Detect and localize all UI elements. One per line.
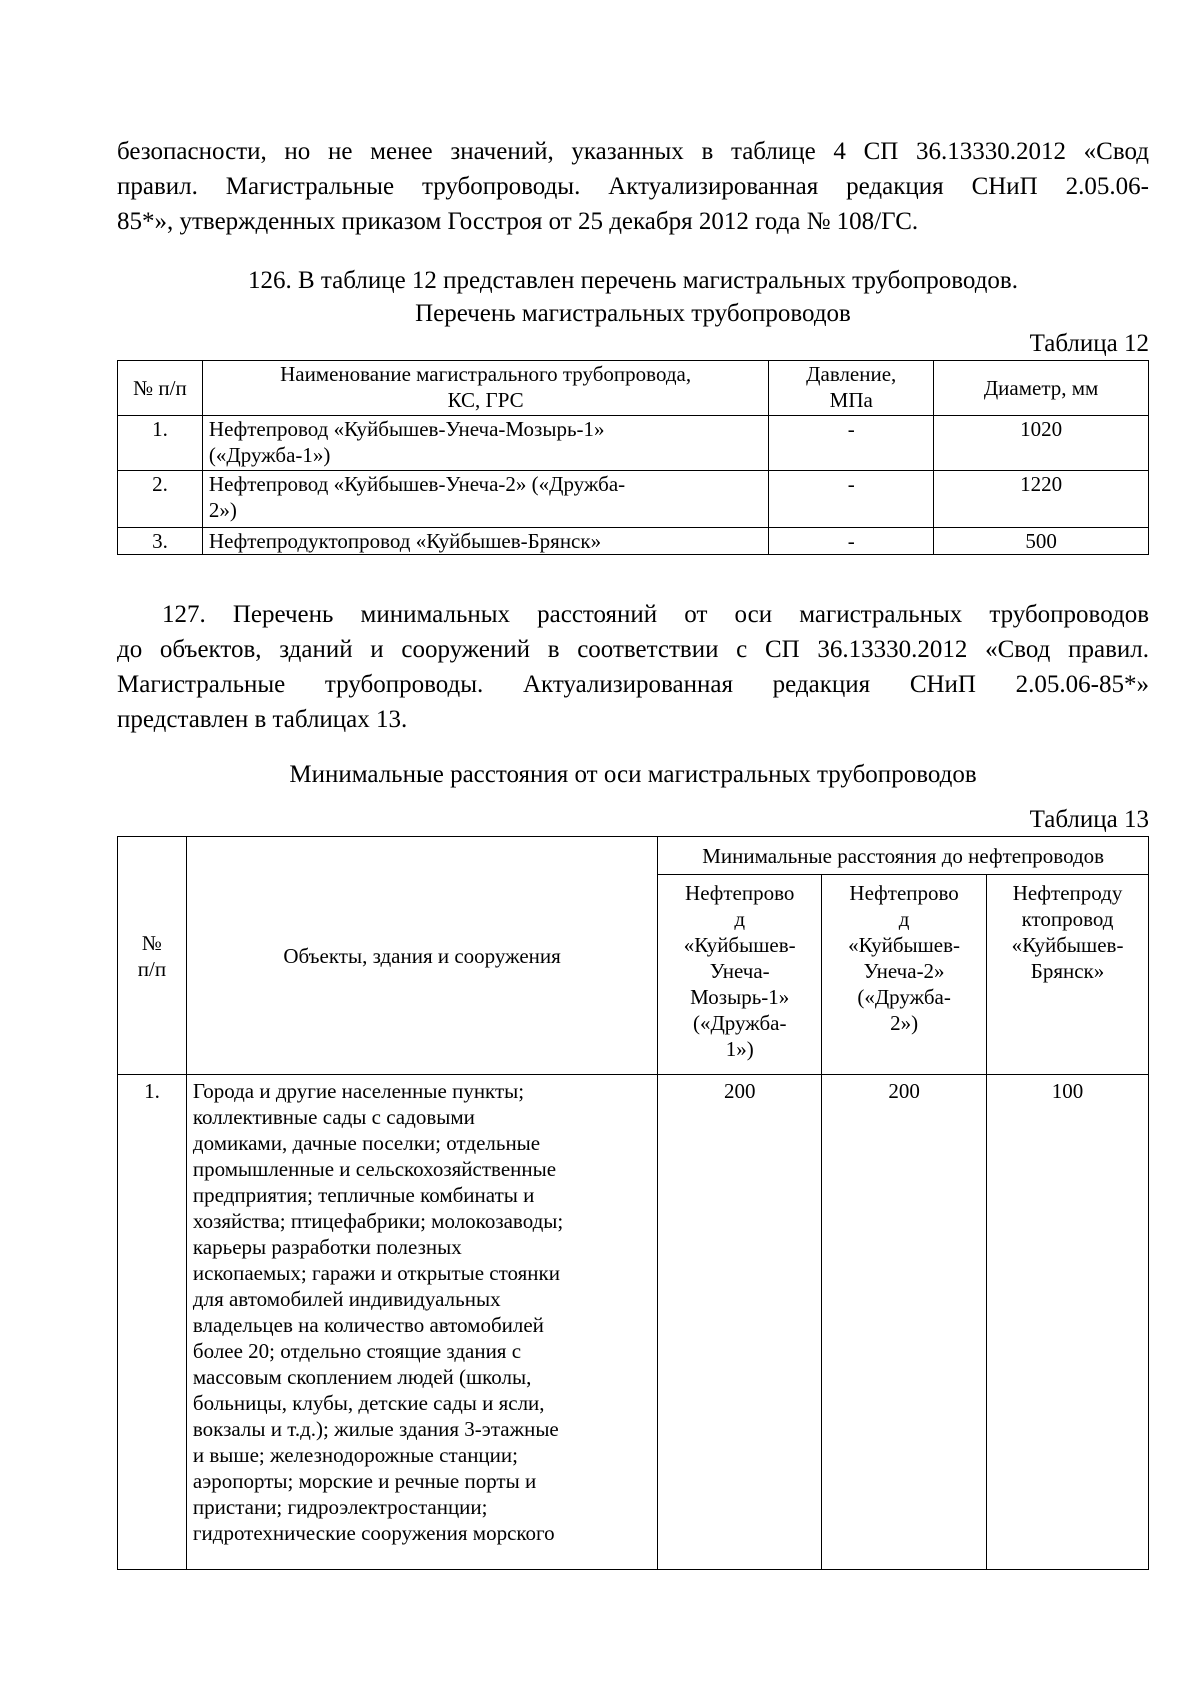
- table-12: [117, 360, 1149, 555]
- intro-line: безопасности, но не менее значений, указанных в таблице 4 СП 36.13330.2012 «Свод: [117, 138, 1149, 165]
- row-objects-line: карьеры разработки полезных: [192, 1235, 462, 1259]
- table-row: [118, 471, 1149, 528]
- row-objects-line: владельцев на количество автомобилей: [192, 1313, 544, 1337]
- p127-line: 127. Перечень минимальных расстояний от оси магистральных трубопроводов: [162, 601, 1149, 628]
- row-name-line: Нефтепровод «Куйбышев-Унеча-Мозырь-1»: [208, 417, 605, 441]
- intro-paragraph: [117, 134, 1149, 239]
- row-name-line: 2»): [208, 498, 237, 522]
- header-name-line: КС, ГРС: [447, 388, 524, 412]
- intro-line: 85*», утвержденных приказом Госстроя от 25 декабря 2012 года № 108/ГС.: [117, 208, 919, 235]
- header-col3-line: Нефтепроду: [1012, 881, 1123, 905]
- row-objects-line: хозяйства; птицефабрики; молокозаводы;: [192, 1209, 564, 1233]
- header-num-line: №: [141, 930, 162, 955]
- header-pressure-line: МПа: [829, 388, 873, 412]
- table-row: [118, 1075, 1149, 1570]
- row-objects-line: промышленные и сельскохозяйственные: [192, 1157, 557, 1181]
- table-row: [118, 416, 1149, 471]
- row-objects-line: более 20; отдельно стоящие здания с: [192, 1339, 522, 1363]
- header-col1-line: 1»): [725, 1037, 754, 1061]
- header-num-line: п/п: [137, 956, 167, 981]
- header-pressure: [769, 361, 934, 416]
- header-group: Минимальные расстояния до нефтепроводов: [658, 837, 1149, 875]
- row-pressure: -: [769, 416, 934, 471]
- paragraph-126: 126. В таблице 12 представлен перечень магистральных трубопроводов.: [248, 267, 1018, 294]
- row-pressure: -: [769, 528, 934, 555]
- header-col2-line: Унеча-2»: [863, 959, 945, 983]
- header-col3-line: Брянск»: [1030, 959, 1105, 983]
- header-col3-line: «Куйбышев-: [1011, 933, 1124, 957]
- header-pressure-line: Давление,: [806, 362, 897, 386]
- row-objects: [186, 1075, 657, 1570]
- row-objects-line: гидротехнические сооружения морского: [192, 1521, 555, 1545]
- row-diameter: 500: [934, 528, 1149, 555]
- table12-title: Перечень магистральных трубопроводов: [415, 300, 851, 327]
- row-objects-line: больницы, клубы, детские сады и ясли,: [192, 1391, 545, 1415]
- table12-label: Таблица 12: [1029, 330, 1149, 357]
- row-name-line: («Дружба-1»): [208, 443, 331, 467]
- p127-line: представлен в таблицах 13.: [117, 706, 408, 733]
- row-diameter: 1020: [934, 416, 1149, 471]
- row-num: 1.: [118, 416, 203, 471]
- row-value-3: 100: [987, 1075, 1149, 1570]
- row-num: 2.: [118, 471, 203, 528]
- header-col2-line: 2»): [890, 1011, 919, 1035]
- table13-label: Таблица 13: [1029, 806, 1149, 833]
- table13-title: Минимальные расстояния от оси магистральных трубопроводов: [289, 761, 977, 788]
- header-col2-line: Нефтепрово: [849, 881, 959, 905]
- row-name-line: Нефтепровод «Куйбышев-Унеча-2» («Дружба-: [208, 472, 626, 496]
- header-num: № п/п: [118, 361, 203, 416]
- row-objects-line: массовым скоплением людей (школы,: [192, 1365, 532, 1389]
- paragraph-127: [117, 597, 1149, 737]
- row-diameter: 1220: [934, 471, 1149, 528]
- header-col2-line: («Дружба-: [857, 985, 951, 1009]
- row-objects-line: для автомобилей индивидуальных: [192, 1287, 501, 1311]
- row-value-1: 200: [658, 1075, 822, 1570]
- row-objects-line: и выше; железнодорожные станции;: [192, 1443, 518, 1467]
- header-col1-line: д: [734, 907, 746, 931]
- row-value-2: 200: [822, 1075, 987, 1570]
- row-name: Нефтепродуктопровод «Куйбышев-Брянск»: [202, 528, 768, 555]
- header-col1: [658, 875, 822, 1075]
- row-objects-line: пристани; гидроэлектростанции;: [192, 1495, 488, 1519]
- row-objects-line: коллективные сады с садовыми: [192, 1105, 475, 1129]
- intro-line: правил. Магистральные трубопроводы. Актуализированная редакция СНиП 2.05.06-: [117, 173, 1149, 200]
- row-objects-line: аэропорты; морские и речные порты и: [192, 1469, 537, 1493]
- header-col1-line: Унеча-: [709, 959, 770, 983]
- row-objects-line: Города и другие населенные пункты;: [192, 1079, 525, 1103]
- p127-line: Магистральные трубопроводы. Актуализированная редакция СНиП 2.05.06-85*»: [117, 671, 1149, 698]
- header-num: [118, 837, 187, 1075]
- header-col3: [987, 875, 1149, 1075]
- header-col2-line: д: [898, 907, 910, 931]
- table-13: [117, 836, 1149, 1570]
- header-diameter: Диаметр, мм: [934, 361, 1149, 416]
- row-name: [202, 471, 768, 528]
- row-objects-line: вокзалы и т.д.); жилые здания 3-этажные: [192, 1417, 559, 1441]
- header-col1-line: («Дружба-: [692, 1011, 787, 1035]
- table-row: [118, 528, 1149, 555]
- row-objects-line: предприятия; тепличные комбинаты и: [192, 1183, 535, 1207]
- header-col3-line: ктопровод: [1021, 907, 1114, 931]
- row-objects-line: домиками, дачные поселки; отдельные: [192, 1131, 541, 1155]
- row-pressure: -: [769, 471, 934, 528]
- row-num: 1.: [118, 1075, 187, 1570]
- header-col1-line: Нефтепрово: [685, 881, 795, 905]
- header-col2: [822, 875, 987, 1075]
- table13-header-row: [118, 837, 1149, 875]
- header-col1-line: Мозырь-1»: [690, 985, 790, 1009]
- table12-header-row: [118, 361, 1149, 416]
- row-name: [202, 416, 768, 471]
- p127-line: до объектов, зданий и сооружений в соответствии с СП 36.13330.2012 «Свод правил.: [117, 636, 1149, 663]
- header-col1-line: «Куйбышев-: [683, 933, 796, 957]
- row-objects-line: ископаемых; гаражи и открытые стоянки: [192, 1261, 560, 1285]
- header-col2-line: «Куйбышев-: [848, 933, 961, 957]
- row-num: 3.: [118, 528, 203, 555]
- header-name-line: Наименование магистрального трубопровода,: [280, 362, 692, 386]
- header-name: [202, 361, 768, 416]
- header-objects: Объекты, здания и сооружения: [186, 837, 657, 1075]
